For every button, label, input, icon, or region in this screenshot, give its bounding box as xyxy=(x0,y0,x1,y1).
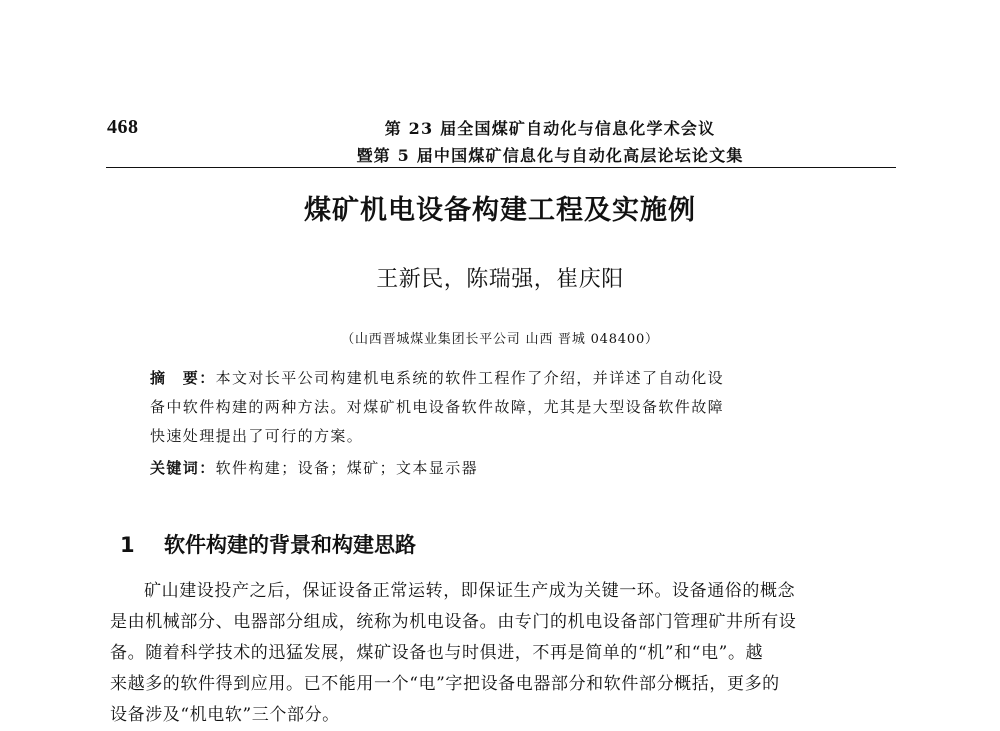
body-line: 来越多的软件得到应用。已不能用一个“电”字把设备电器部分和软件部分概括，更多的 xyxy=(110,674,780,694)
paper-title: 煤矿机电设备构建工程及实施例 xyxy=(304,195,696,226)
section-heading xyxy=(120,529,416,559)
body-line: 备。随着科学技术的迅猛发展，煤矿设备也与时俱进，不再是简单的“机”和“电”。越 xyxy=(110,643,764,663)
body-line: 是由机械部分、电器部分组成，统称为机电设备。由专门的机电设备部门管理矿井所有设 xyxy=(110,612,797,632)
abstract-line: 备中软件构建的两种方法。对煤矿机电设备软件故障，尤其是大型设备软件故障 xyxy=(150,398,725,416)
body-line: 矿山建设投产之后，保证设备正常运转，即保证生产成为关键一环。设备通俗的概念 xyxy=(144,581,796,601)
section-number: 1 xyxy=(120,533,135,557)
header-rule xyxy=(106,167,896,168)
abstract xyxy=(150,364,870,451)
section-title: 软件构建的背景和构建思路 xyxy=(164,533,416,557)
abstract-line xyxy=(150,364,870,393)
body-line: 设备涉及“机电软”三个部分。 xyxy=(110,705,340,725)
keywords-value: 软件构建；设备；煤矿；文本显示器 xyxy=(215,459,479,477)
body-paragraph xyxy=(110,576,900,731)
running-head-conference: 第 23 届全国煤矿自动化与信息化学术会议 xyxy=(384,119,716,138)
affiliation: （山西晋城煤业集团长平公司 山西 晋城 048400） xyxy=(341,332,659,347)
page-number: 468 xyxy=(107,116,139,138)
abstract-label: 摘 要： xyxy=(150,369,216,387)
authors: 王新民，陈瑞强，崔庆阳 xyxy=(376,267,624,292)
abstract-text: 本文对长平公司构建机电系统的软件工程作了介绍，并详述了自动化设 xyxy=(215,369,725,387)
running-head-proceedings: 暨第 5 届中国煤矿信息化与自动化高层论坛论文集 xyxy=(356,146,744,165)
abstract-line: 快速处理提出了可行的方案。 xyxy=(150,427,364,445)
keywords-label: 关键词： xyxy=(150,459,216,477)
keywords xyxy=(150,457,478,478)
